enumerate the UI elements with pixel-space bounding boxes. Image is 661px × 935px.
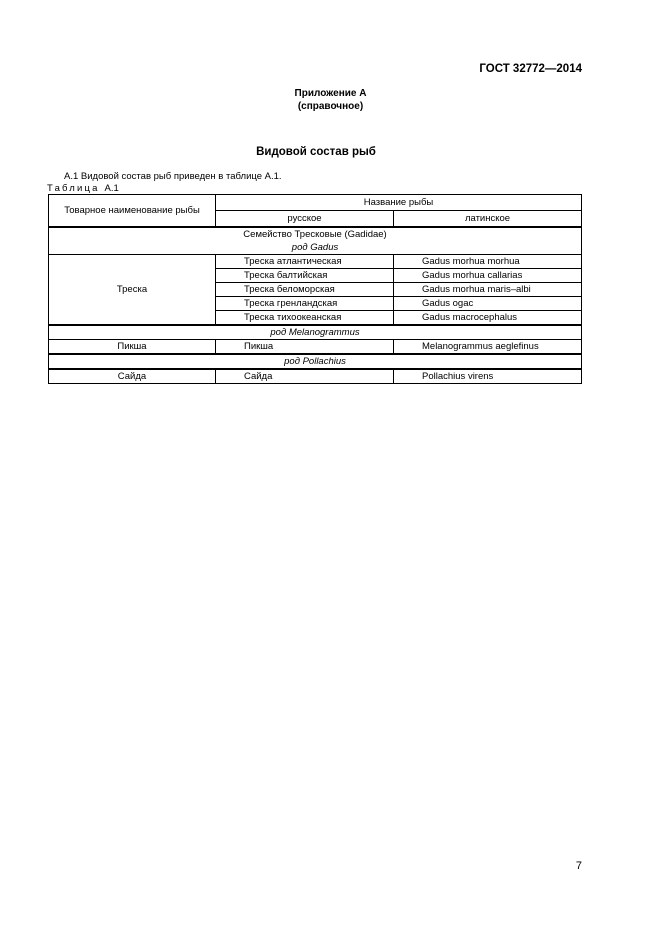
trade-name-cell: Пикша (49, 340, 216, 355)
annex-title: Приложение А (294, 88, 367, 99)
table-caption-number: А.1 (104, 183, 119, 194)
trade-name-cell: Треска (49, 255, 216, 326)
table-caption (47, 183, 119, 194)
table-row (49, 369, 582, 384)
latin-name-cell: Gadus morhua maris–albi (394, 283, 582, 297)
annex-heading (0, 87, 661, 113)
family-name: Семейство Тресковые (Gadidae) (243, 229, 387, 240)
trade-name-cell: Сайда (49, 369, 216, 384)
species-table (48, 194, 582, 384)
latin-name-cell: Gadus ogac (394, 297, 582, 311)
page-number: 7 (575, 860, 582, 872)
family-row (49, 227, 582, 255)
latin-name-cell: Gadus morhua callarias (394, 269, 582, 283)
latin-name-cell: Gadus macrocephalus (394, 311, 582, 326)
russian-name-cell: Треска атлантическая (216, 255, 394, 269)
standard-number: ГОСТ 32772—2014 (479, 63, 582, 75)
table-row (49, 340, 582, 355)
russian-name-cell: Пикша (216, 340, 394, 355)
russian-name-cell: Треска тихоокеанская (216, 311, 394, 326)
genus-row (49, 325, 582, 340)
genus-melanogrammus: род Melanogrammus (49, 325, 582, 340)
russian-name-cell: Треска беломорская (216, 283, 394, 297)
section-title: Видовой состав рыб (256, 146, 376, 158)
intro-paragraph: А.1 Видовой состав рыб приведен в таблице А.1. (64, 171, 282, 182)
russian-name-cell: Треска гренландская (216, 297, 394, 311)
table-header-row (49, 195, 582, 211)
header-russian: русское (216, 211, 394, 228)
header-fish-name: Название рыбы (216, 195, 582, 211)
header-trade-name: Товарное наименование рыбы (49, 195, 216, 228)
genus-gadus: род Gadus (291, 242, 339, 253)
table-caption-word: Таблица (47, 183, 100, 194)
table-row (49, 255, 582, 269)
family-cell (49, 227, 582, 255)
genus-pollachius: род Pollachius (49, 354, 582, 369)
latin-name-cell: Pollachius virens (394, 369, 582, 384)
latin-name-cell: Melanogrammus aeglefinus (394, 340, 582, 355)
annex-subtitle: (справочное) (297, 101, 364, 112)
genus-row (49, 354, 582, 369)
russian-name-cell: Треска балтийская (216, 269, 394, 283)
russian-name-cell: Сайда (216, 369, 394, 384)
latin-name-cell: Gadus morhua morhua (394, 255, 582, 269)
header-latin: латинское (394, 211, 582, 228)
